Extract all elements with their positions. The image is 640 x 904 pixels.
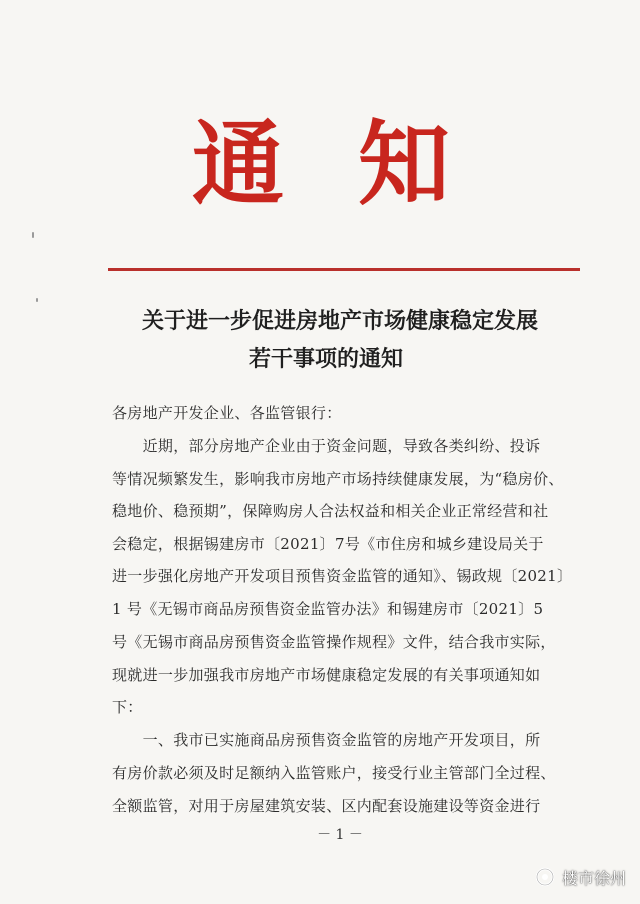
notice-heading-char-2: 知 xyxy=(358,110,451,218)
watermark xyxy=(534,864,626,890)
wechat-official-account-icon xyxy=(534,866,556,888)
page-number: － 1 － xyxy=(317,827,363,843)
body-line: 近期，部分房地产企业由于资金问题，导致各类纠纷、投诉 xyxy=(112,437,541,455)
body-line: 1 号《无锡市商品房预售资金监管办法》和锡建房市〔2021〕5 xyxy=(112,600,544,618)
body-line: 会稳定，根据锡建房市〔2021〕7号《市住房和城乡建设局关于 xyxy=(112,535,544,553)
notice-heading-char-1: 通 xyxy=(192,110,285,218)
document-title-line-2: 若干事项的通知 xyxy=(248,346,403,372)
body-line: 一、我市已实施商品房预售资金监管的房地产开发项目，所 xyxy=(112,731,541,749)
scan-speck xyxy=(32,232,34,238)
watermark-text: 楼市徐州 xyxy=(561,868,626,888)
body-line: 等情况频繁发生，影响我市房地产市场持续健康发展，为“稳房价、 xyxy=(112,470,564,488)
body-line: 稳地价、稳预期”，保障购房人合法权益和相关企业正常经营和社 xyxy=(112,502,549,520)
body-line: 有房价款必须及时足额纳入监管账户，接受行业主管部门全过程、 xyxy=(112,764,556,782)
body-line: 号《无锡市商品房预售资金监管操作规程》文件，结合我市实际， xyxy=(112,633,556,651)
body-line: 各房地产开发企业、各监管银行： xyxy=(112,404,342,422)
scan-speck xyxy=(36,298,38,302)
document-title-line-1: 关于进一步促进房地产市场健康稳定发展 xyxy=(141,308,538,334)
body-line: 进一步强化房地产开发项目预售资金监管的通知》、锡政规〔2021〕 xyxy=(112,567,573,585)
body-line: 现就进一步加强我市房地产市场健康稳定发展的有关事项通知如 xyxy=(112,666,541,684)
red-divider-line xyxy=(108,268,580,271)
body-line: 全额监管，对用于房屋建筑安装、区内配套设施建设等资金进行 xyxy=(112,797,541,815)
body-line: 下： xyxy=(112,698,143,716)
notice-heading xyxy=(0,112,640,222)
